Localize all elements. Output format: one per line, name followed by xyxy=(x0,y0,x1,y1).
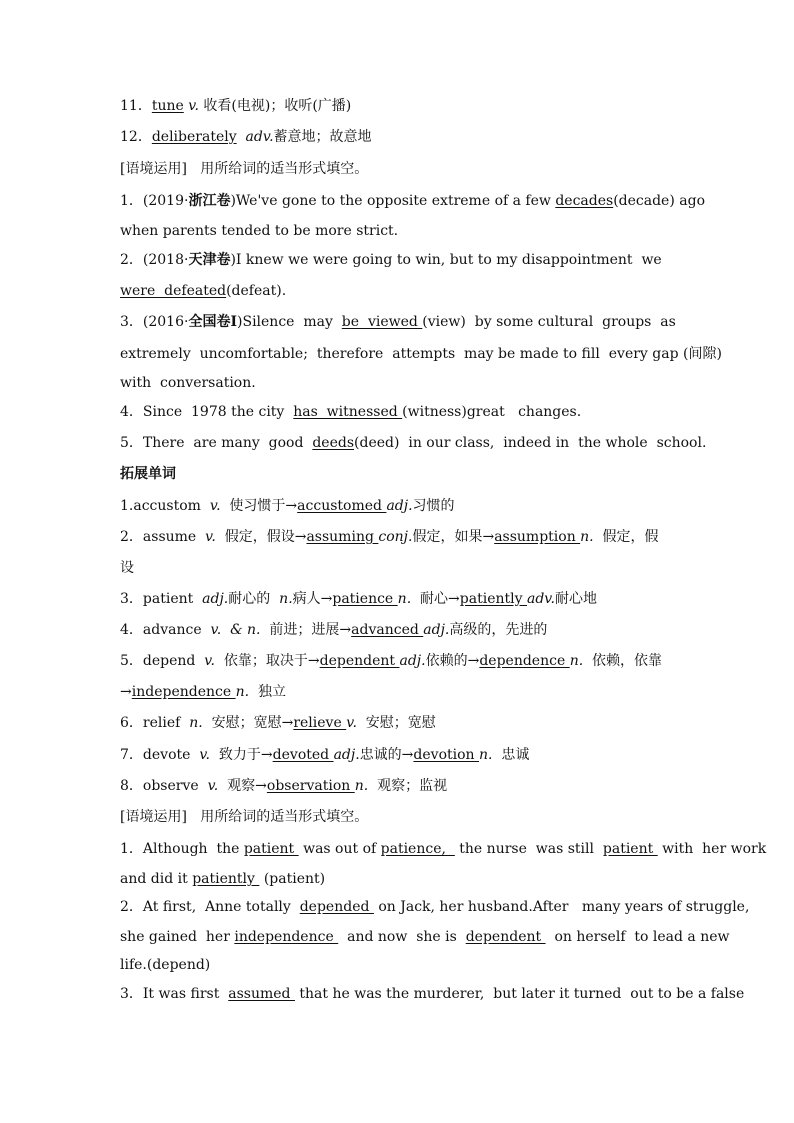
context-heading xyxy=(120,160,670,178)
instruction: 用所给词的适当形式填空。 xyxy=(200,161,369,177)
headword: 8．observe xyxy=(120,778,208,794)
exercise-2-line-2 xyxy=(120,928,730,946)
definition: 设 xyxy=(120,560,134,576)
answer-blank: relieve xyxy=(293,715,347,731)
context-label: [语境运用] xyxy=(120,161,187,177)
answer-blank: decades xyxy=(555,193,614,209)
definition: 习惯的 xyxy=(412,498,455,514)
question-text: (defeat). xyxy=(226,283,287,299)
answer-blank: patience xyxy=(332,591,398,607)
question-prefix: 3．(2016· xyxy=(120,314,189,330)
answer-blank: tune xyxy=(151,98,184,114)
question-text: and did it xyxy=(120,871,193,887)
question-3-line-1 xyxy=(120,313,676,331)
question-text: on Jack, her husband.After many years of struggle, xyxy=(373,899,750,915)
answer-blank: independence xyxy=(131,684,236,700)
part-of-speech: v. xyxy=(207,778,219,794)
answer-blank: independence xyxy=(234,929,339,945)
headword: 4．advance xyxy=(120,622,211,638)
answer-blank: patiently xyxy=(459,591,527,607)
instruction: 用所给词的适当形式填空。 xyxy=(200,809,369,825)
headword: 3．patient xyxy=(120,591,203,607)
definition: 依赖，依靠 xyxy=(583,653,663,669)
part-of-speech: adv. xyxy=(245,129,274,145)
exam-source: 全国卷Ⅰ xyxy=(188,314,238,330)
definition: 耐心→ xyxy=(411,591,460,607)
question-text: )I knew we were going to win, but to my disappointment we xyxy=(230,252,662,268)
exam-source: 天津卷 xyxy=(188,252,231,268)
question-text: (witness)great changes. xyxy=(402,404,582,420)
part-of-speech: v. xyxy=(199,747,211,763)
question-text: on herself to lead a new xyxy=(545,929,730,945)
answer-blank: observation xyxy=(266,778,355,794)
question-2-line-2 xyxy=(120,282,670,300)
part-of-speech: n. xyxy=(479,747,493,763)
part-of-speech: v. & n. xyxy=(210,622,261,638)
definition: 使习惯于→ xyxy=(220,498,298,514)
answer-blank: devoted xyxy=(272,747,334,763)
answer-blank: patience, xyxy=(380,841,455,857)
definition: 病人→ xyxy=(292,591,333,607)
part-of-speech: v. xyxy=(204,653,215,669)
headword: 5．depend xyxy=(120,653,205,669)
extend-item-1 xyxy=(120,497,670,515)
extend-item-7 xyxy=(120,746,670,764)
question-text: (deed) in our class, indeed in the whole school. xyxy=(354,435,707,451)
part-of-speech: adj. xyxy=(386,498,413,514)
extend-item-2-line-2 xyxy=(120,559,670,577)
part-of-speech: adj. xyxy=(333,747,360,763)
answer-blank: devotion xyxy=(413,747,480,763)
part-of-speech: n. xyxy=(279,591,293,607)
answer-blank: deliberately xyxy=(151,129,237,145)
question-4 xyxy=(120,403,670,421)
exercise-1-line-2 xyxy=(120,870,670,888)
answer-blank: accustomed xyxy=(297,498,387,514)
answer-blank: dependence xyxy=(479,653,570,669)
vocab-line-12 xyxy=(120,128,670,146)
answer-blank: depended xyxy=(299,899,374,915)
part-of-speech: adj. xyxy=(399,653,426,669)
definition: 忠诚的→ xyxy=(359,747,414,763)
question-2-line-1 xyxy=(120,251,670,269)
definition: 假定，假设→ xyxy=(215,529,307,545)
definition: 忠诚 xyxy=(492,747,530,763)
definition: 依靠；取决于→ xyxy=(214,653,320,669)
part-of-speech: n. xyxy=(354,778,369,794)
part-of-speech: v. xyxy=(209,498,221,514)
question-text: was out of xyxy=(298,841,381,857)
question-text: 5．There are many good xyxy=(120,435,313,451)
part-of-speech: adj. xyxy=(202,591,229,607)
answer-blank: patient xyxy=(602,841,658,857)
part-of-speech: v. xyxy=(205,529,216,545)
answer-blank: assumption xyxy=(494,529,581,545)
question-text: extremely uncomfortable; therefore attempts may be made to fill every gap (间隙) xyxy=(120,346,722,362)
headword: 6．relief xyxy=(120,715,190,731)
answer-blank: has witnessed xyxy=(293,404,403,420)
question-text: with conversation. xyxy=(120,375,256,391)
definition: 独立 xyxy=(249,684,286,700)
question-text: she gained her xyxy=(120,929,235,945)
question-text: )We've gone to the opposite extreme of a few xyxy=(230,193,556,209)
exercise-1-line-1 xyxy=(120,840,767,858)
question-prefix: 2．(2018· xyxy=(120,252,189,268)
answer-blank: assuming xyxy=(306,529,379,545)
definition: 安慰；宽慰 xyxy=(356,715,436,731)
part-of-speech: n. xyxy=(580,529,594,545)
question-3-line-3 xyxy=(120,374,670,392)
vocab-line-11 xyxy=(120,97,670,115)
definition: 蓄意地；故意地 xyxy=(273,129,372,145)
part-of-speech: n. xyxy=(397,591,412,607)
question-text: life.(depend) xyxy=(120,957,211,973)
question-text: (view) by some cultural groups as xyxy=(422,314,676,330)
question-text: (patient) xyxy=(259,871,326,887)
question-text: 2．At first, Anne totally xyxy=(120,899,300,915)
exercise-2-line-1 xyxy=(120,898,750,916)
definition: 高级的，先进的 xyxy=(449,622,548,638)
exercise-2-line-3 xyxy=(120,956,670,974)
section-title: 拓展单词 xyxy=(120,466,176,482)
definition: 假定，如果→ xyxy=(412,529,495,545)
extend-item-5-line-1 xyxy=(120,652,670,670)
definition: 观察；监视 xyxy=(368,778,448,794)
definition: 观察→ xyxy=(218,778,267,794)
question-text: and now she is xyxy=(338,929,466,945)
answer-blank: advanced xyxy=(351,622,424,638)
part-of-speech: conj. xyxy=(378,529,413,545)
definition: 致力于→ xyxy=(210,747,273,763)
headword: 1.accustom xyxy=(120,498,210,514)
extend-item-5-line-2 xyxy=(120,683,670,701)
headword: 7．devote xyxy=(120,747,200,763)
part-of-speech: n. xyxy=(569,653,584,669)
definition: 耐心地 xyxy=(554,591,597,607)
definition: 收看(电视)；收听(广播) xyxy=(203,98,352,114)
extend-item-2-line-1 xyxy=(120,528,670,546)
definition: 假定，假 xyxy=(593,529,659,545)
question-5 xyxy=(120,434,707,452)
definition: 耐心的 xyxy=(228,591,280,607)
extend-item-4 xyxy=(120,621,670,639)
question-text: 1．Although the xyxy=(120,841,244,857)
headword: 2．assume xyxy=(120,529,206,545)
question-text: the nurse was still xyxy=(454,841,603,857)
arrow: → xyxy=(120,684,132,700)
answer-blank: dependent xyxy=(465,929,546,945)
answer-blank: be viewed xyxy=(341,314,423,330)
question-text: )Silence may xyxy=(237,314,342,330)
definition: 安慰；宽慰→ xyxy=(202,715,294,731)
answer-blank: patiently xyxy=(192,871,260,887)
definition: 前进；进展→ xyxy=(260,622,352,638)
part-of-speech: n. xyxy=(189,715,203,731)
question-prefix: 1．(2019· xyxy=(120,193,189,209)
answer-blank: assumed xyxy=(228,986,295,1002)
question-text: with her work xyxy=(657,841,767,857)
extend-item-8 xyxy=(120,777,670,795)
definition: 依赖的→ xyxy=(425,653,480,669)
item-number: 12． xyxy=(120,129,152,145)
question-text: when parents tended to be more strict. xyxy=(120,223,399,239)
question-text: that he was the murderer, but later it turned out to be a false xyxy=(294,986,745,1002)
question-text: (decade) ago xyxy=(613,193,705,209)
answer-blank: patient xyxy=(243,841,299,857)
question-text: 3．It was first xyxy=(120,986,229,1002)
question-text: 4．Since 1978 the city xyxy=(120,404,294,420)
extend-item-6 xyxy=(120,714,670,732)
part-of-speech: v. xyxy=(188,98,199,114)
part-of-speech: n. xyxy=(235,684,250,700)
part-of-speech: v. xyxy=(346,715,357,731)
item-number: 11． xyxy=(120,98,152,114)
context-label: [语境运用] xyxy=(120,809,187,825)
exercise-3-line-1 xyxy=(120,985,745,1003)
part-of-speech: adv. xyxy=(526,591,555,607)
question-1-line-1 xyxy=(120,192,705,210)
extend-item-3 xyxy=(120,590,670,608)
context-heading-2 xyxy=(120,808,670,826)
exam-source: 浙江卷 xyxy=(188,193,231,209)
answer-blank: dependent xyxy=(319,653,400,669)
part-of-speech: adj. xyxy=(423,622,450,638)
question-1-line-2 xyxy=(120,222,670,240)
answer-blank: were defeated xyxy=(120,283,227,299)
question-3-line-2 xyxy=(120,345,722,363)
answer-blank: deeds xyxy=(312,435,355,451)
